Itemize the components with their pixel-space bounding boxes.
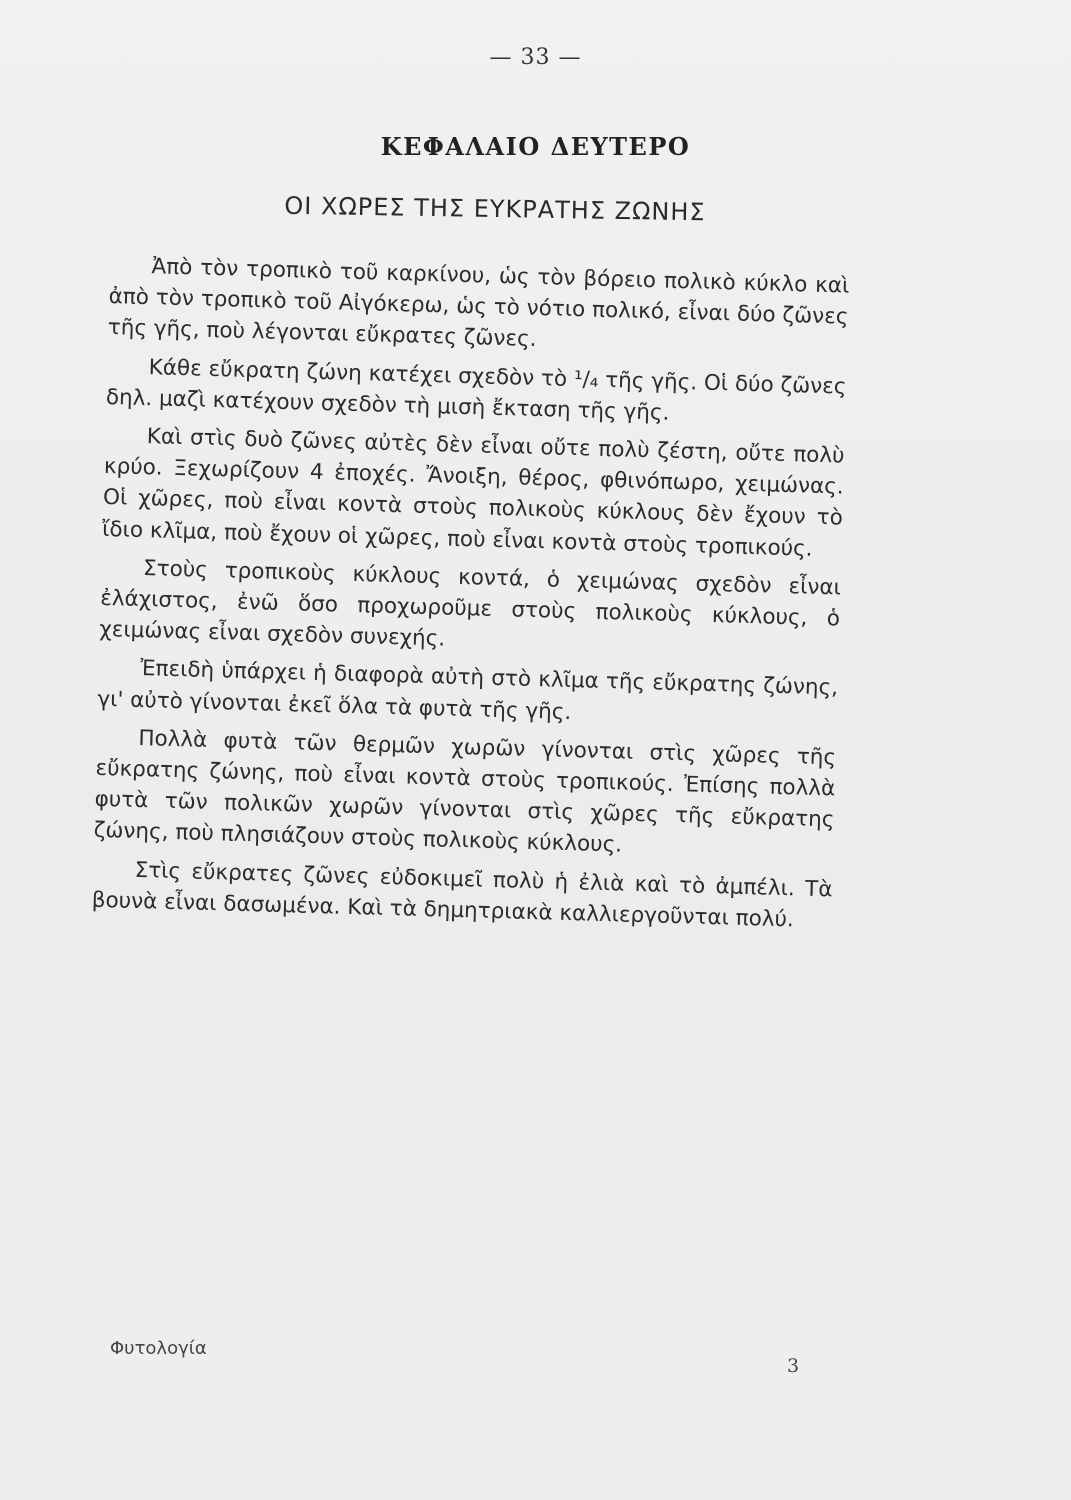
section-title: ΟΙ ΧΩΡΕΣ ΤΗΣ ΕΥΚΡΑΤΗΣ ΖΩΝΗΣ (284, 191, 706, 227)
footer-book-title: Φυτολογία (110, 1338, 207, 1359)
body-text (91, 250, 850, 943)
paragraph-1: Ἀπὸ τὸν τροπικὸ τοῦ καρκίνου, ὡς τὸν βόρειο πολικὸ κύκλο καὶ ἀπὸ τὸν τροπικὸ τοῦ Αἰγόκερω, ὡς τὸ νότιο πολικό, εἶναι δύο ζῶνες τῆς γῆς, ποὺ λέγονται εὔκρατες ζῶνες. (107, 254, 850, 353)
paragraph-6: Πολλὰ φυτὰ τῶν θερμῶν χωρῶν γίνονται στὶς χῶρες τῆς εὔκρατης ζώνης, ποὺ εἶναι κοντὰ στοὺς τροπικούς. Ἐπίσης πολλὰ φυτὰ τῶν πολικῶν χωρῶν γίνονται στὶς χῶρες τῆς εὔκρατης ζώνης, ποὺ πλησιάζουν στοὺς πολικοὺς κύκλους. (93, 725, 837, 858)
paragraph-7: Στὶς εὔκρατες ζῶνες εὐδοκιμεῖ πολὺ ἡ ἐλιὰ καὶ τὸ ἀμπέλι. Τὰ βουνὰ εἶναι δασωμένα. Καὶ τὰ δημητριακὰ καλλιεργοῦνται πολύ. (91, 857, 833, 933)
chapter-heading: ΚΕΦΑΛΑΙΟ ΔΕΥΤΕΡΟ (380, 132, 691, 161)
paragraph-4: Στοὺς τροπικοὺς κύκλους κοντά, ὁ χειμώνας σχεδὸν εἶναι ἐλάχιστος, ἐνῶ ὅσο προχωροῦμε στοὺς πολικοὺς κύκλους, ὁ χειμώνας εἶναι σχεδὸν συνεχής. (99, 555, 842, 652)
paragraph-5: Ἐπειδὴ ὑπάρχει ἡ διαφορὰ αὐτὴ στὸ κλῖμα τῆς εὔκρατης ζώνης, γι' αὐτὸ γίνονται ἐκεῖ ὅλα τὰ φυτὰ τῆς γῆς. (97, 656, 839, 725)
paragraph-2: Κάθε εὔκρατη ζώνη κατέχει σχεδὸν τὸ ¹/₄ τῆς γῆς. Οἱ δύο ζῶνες δηλ. μαζὶ κατέχουν σχεδὸν τὴ μισὴ ἔκταση τῆς γῆς. (105, 354, 847, 426)
footer-signature-mark: 3 (787, 1355, 800, 1377)
page-number: — 33 — (489, 45, 582, 70)
paragraph-3: Καὶ στὶς δυὸ ζῶνες αὐτὲς δὲν εἶναι οὔτε πολὺ ζέστη, οὔτε πολὺ κρύο. Ξεχωρίζουν 4 ἐποχές. Ἄνοιξη, θέρος, φθινόπωρο, χειμώνας. Οἱ χῶρες, ποὺ εἶναι κοντὰ στοὺς πολικοὺς κύκλους δὲν ἔχουν τὸ ἴδιο κλῖμα, ποὺ ἔχουν οἱ χῶρες, ποὺ εἶναι κοντὰ στοὺς τροπικούς. (101, 424, 845, 562)
